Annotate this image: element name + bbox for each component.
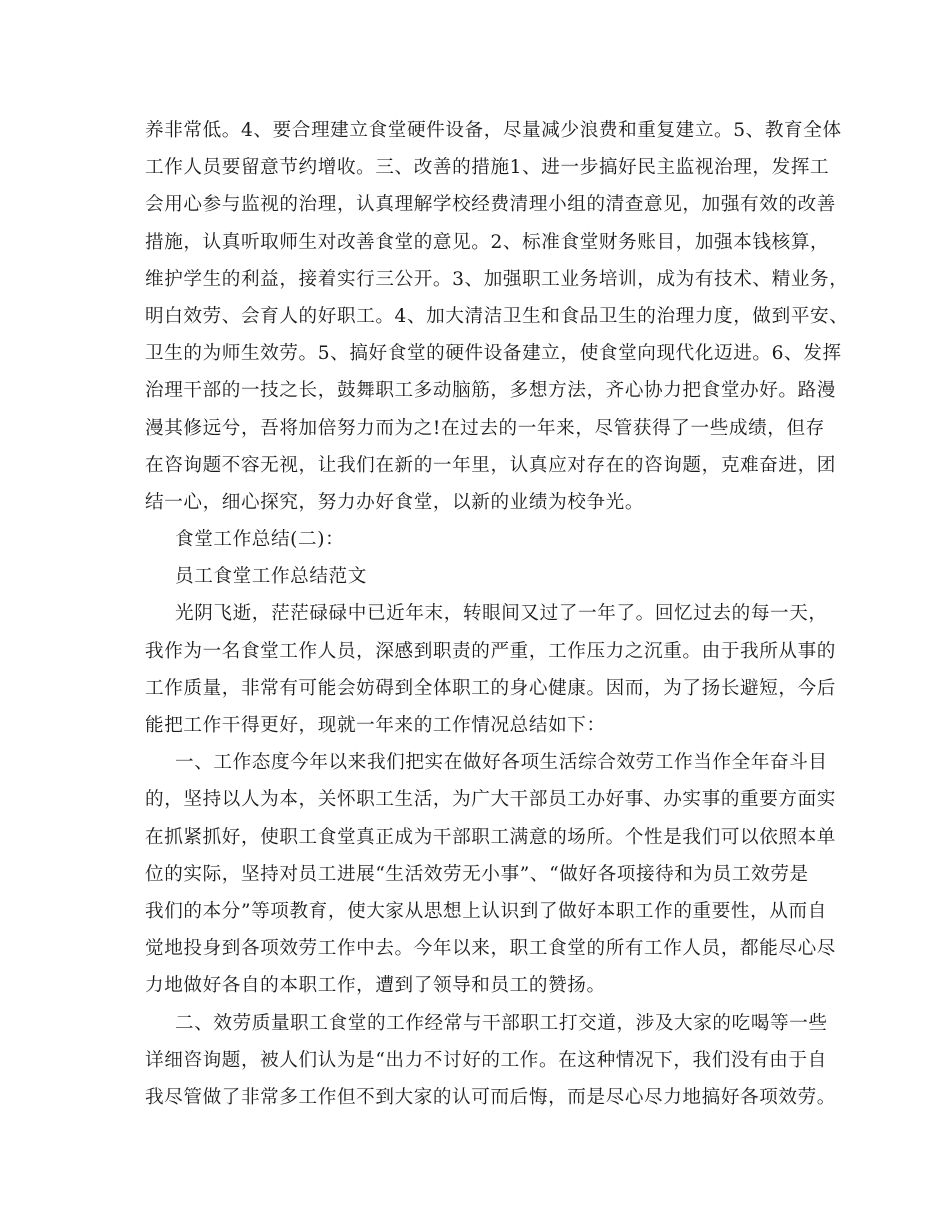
text-line: 维护学生的利益，接着实行三公开。3、加强职工业务培训，成为有技术、精业务， — [145, 268, 849, 290]
text-line: 二、效劳质量职工食堂的工作经常与干部职工打交道，涉及大家的吃喝等一些 — [175, 1012, 828, 1034]
text-line: 在咨询题不容无视，让我们在新的一年里，认真应对存在的咨询题，克难奋进，团 — [145, 454, 836, 476]
text-line: 光阴飞逝，茫茫碌碌中已近年末，转眼间又过了一年了。回忆过去的每一天， — [175, 603, 828, 625]
text-line: 我尽管做了非常多工作但不到大家的认可而后悔，而是尽心尽力地搞好各项效劳。 — [145, 1086, 836, 1108]
text-line: 的，坚持以人为本，关怀职工生活，为广大干部员工办好事、办实事的重要方面实 — [145, 789, 836, 811]
text-line: 一、工作态度今年以来我们把实在做好各项生活综合效劳工作当作全年奋斗目 — [175, 752, 828, 774]
text-line: 在抓紧抓好，使职工食堂真正成为干部职工满意的场所。个性是我们可以依照本单 — [145, 826, 836, 848]
text-line: 详细咨询题，被人们认为是“出力不讨好的工作。在这种情况下，我们没有由于自 — [145, 1049, 827, 1071]
text-line: 员工食堂工作总结范文 — [175, 566, 367, 588]
text-line: 我们的本分”等项教育，使大家从思想上认识到了做好本职工作的重要性，从而自 — [145, 900, 827, 922]
text-line: 会用心参与监视的治理，认真理解学校经费清理小组的清查意见，加强有效的改善 — [145, 194, 836, 216]
text-line: 食堂工作总结(二)： — [175, 529, 345, 551]
text-line: 卫生的为师生效劳。5、搞好食堂的硬件设备建立，使食堂向现代化迈进。6、发挥 — [145, 343, 842, 365]
document-body — [145, 112, 849, 1116]
text-line: 治理干部的一技之长，鼓舞职工多动脑筋，多想方法，齐心协力把食堂办好。路漫 — [145, 380, 836, 402]
text-line: 觉地投身到各项效劳工作中去。今年以来，职工食堂的所有工作人员，都能尽心尽 — [145, 938, 836, 960]
text-line: 位的实际，坚持对员工进展“生活效劳无小事”、“做好各项接待和为员工效劳是 — [145, 863, 809, 885]
text-line: 能把工作干得更好，现就一年来的工作情况总结如下： — [145, 715, 606, 736]
text-line: 养非常低。4、要合理建立食堂硬件设备，尽量减少浪费和重复建立。5、教育全体 — [145, 120, 842, 141]
text-line: 漫其修远兮，吾将加倍努力而为之!在过去的一年来，尽管获得了一些成绩，但存 — [145, 417, 825, 439]
text-line: 结一心，细心探究，努力办好食堂，以新的业绩为校争光。 — [145, 491, 645, 513]
text-line: 我作为一名食堂工作人员，深感到职责的严重，工作压力之沉重。由于我所从事的 — [145, 640, 836, 662]
text-line: 措施，认真听取师生对改善食堂的意见。2、标准食堂财务账目，加强本钱核算， — [145, 231, 830, 253]
text-line: 工作人员要留意节约增收。三、改善的措施1、进一步搞好民主监视治理，发挥工 — [145, 157, 830, 179]
text-line: 工作质量，非常有可能会妨碍到全体职工的身心健康。因而，为了扬长避短，今后 — [145, 677, 836, 699]
text-line: 力地做好各自的本职工作，遭到了领导和员工的赞扬。 — [145, 975, 606, 997]
text-line: 明白效劳、会育人的好职工。4、加大清洁卫生和食品卫生的治理力度，做到平安、 — [145, 305, 849, 327]
